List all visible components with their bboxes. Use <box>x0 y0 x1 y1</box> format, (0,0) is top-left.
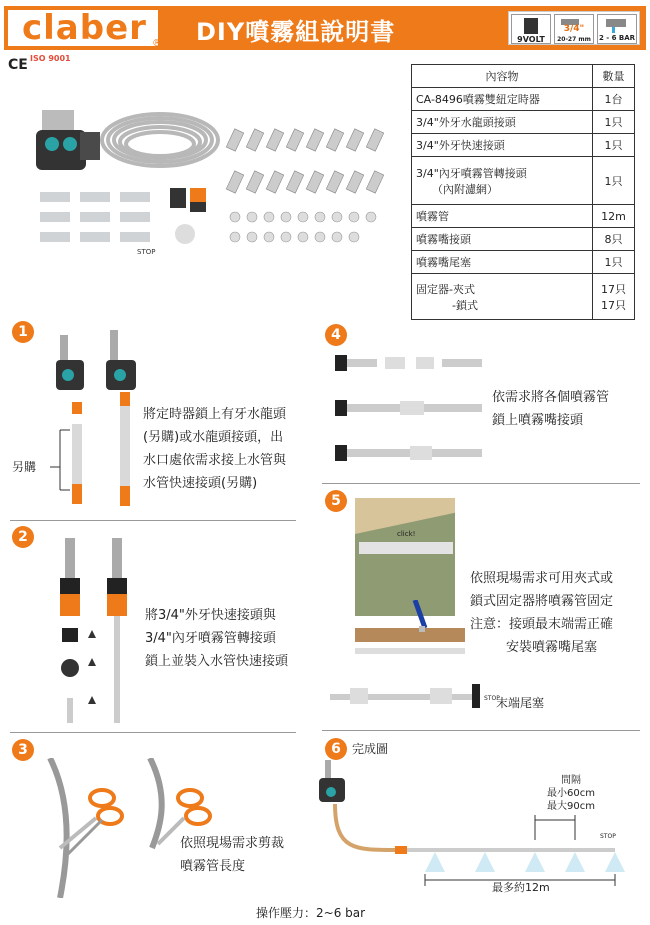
step-2-illustration <box>40 538 140 723</box>
ce-mark: CE <box>8 57 28 73</box>
clamp-fixers-image <box>226 129 384 193</box>
nozzle-connectors-image <box>40 192 150 242</box>
table-row: 3/4"外牙水龍頭接頭 1只 <box>412 111 635 134</box>
table-row: 噴霧管 12m <box>412 205 635 228</box>
operating-pressure: 操作壓力：2~6 bar <box>256 906 366 920</box>
header-qty: 數量 <box>593 65 635 88</box>
spec-icons <box>508 11 640 45</box>
table-header-row <box>412 65 635 88</box>
table-row: 3/4"外牙快速接頭 1只 <box>412 134 635 157</box>
step-5-screw-illustration <box>355 600 465 670</box>
step-2-text: 將3/4"外牙快速接頭與 3/4"內牙噴霧管轉接頭 鎖上並裝入水管快速接頭 <box>145 608 289 669</box>
step-4-number: 4 <box>325 324 347 346</box>
step-1-number: 1 <box>12 321 34 343</box>
step-1-text: 將定時器鎖上有牙水龍頭 (另購)或水龍頭接頭，出 水口處依需求接上水管與 水管快速接頭(另購) <box>143 407 287 491</box>
table-row: CA-8496噴霧雙紐定時器 1台 <box>412 88 635 111</box>
table-row: 3/4"內牙噴霧管轉接頭 （內附濾網） 1只 <box>412 157 635 205</box>
brand-logo <box>8 8 162 49</box>
click-label: click! <box>397 530 416 538</box>
coiled-tube-image <box>102 114 218 166</box>
step-5-text: 依照現場需求可用夾式或 鎖式固定器將噴霧管固定 注意：接頭最末端需正確 安裝噴霧嘴尾塞 <box>470 571 614 655</box>
step-6-number: 6 <box>325 738 347 760</box>
table-row: 噴霧嘴接頭 8只 <box>412 228 635 251</box>
step-5-number: 5 <box>325 490 347 512</box>
thread-size-icon: 3/4" 20-27 mm <box>554 14 594 44</box>
pressure-icon: 2 - 6 BAR <box>597 14 637 44</box>
step-1-illustration <box>20 330 150 515</box>
table-row: 噴霧嘴尾塞 1只 <box>412 251 635 274</box>
step-4-illustration <box>330 345 490 475</box>
stop-label: STOP <box>484 695 500 702</box>
stop-cap-label: STOP <box>137 248 156 256</box>
fittings-image <box>170 188 206 244</box>
divider <box>10 732 296 733</box>
divider <box>322 730 640 731</box>
step-6-title: 完成圖 <box>352 742 389 756</box>
step-6-complete-illustration <box>315 760 645 900</box>
timer-image <box>36 110 100 170</box>
step-2-number: 2 <box>12 526 34 548</box>
end-cap-label: 末端尾塞 <box>496 696 545 710</box>
contents-table <box>411 64 635 320</box>
step-1-side-label: 另購 <box>12 460 37 474</box>
divider <box>10 520 296 521</box>
iso-mark: ISO 9001 <box>30 54 71 63</box>
step-3-number: 3 <box>12 739 34 761</box>
step-4-text: 依需求將各個噴霧管 鎖上噴霧嘴接頭 <box>492 390 610 428</box>
stop-label: STOP <box>600 833 616 840</box>
screw-fixers-image <box>230 212 376 242</box>
header-item: 內容物 <box>412 65 593 88</box>
step-3-text: 依照現場需求剪裁 噴霧管長度 <box>180 836 285 874</box>
divider <box>322 483 640 484</box>
brand-logo-text: claber <box>22 8 147 48</box>
battery-icon: 9VOLT <box>511 14 551 44</box>
spacing-label: 間隔 最小60cm 最大90cm <box>547 775 595 812</box>
table-row: 固定器-夾式 -鎖式 17只 17只 <box>412 274 635 320</box>
step-5-photo <box>355 498 455 616</box>
kit-contents-illustration <box>30 92 410 267</box>
registered-mark: ® <box>152 38 162 49</box>
step-5-end-illustration <box>330 672 490 722</box>
max-length-label: 最多約12m <box>492 881 550 894</box>
page-title: DIY噴霧組說明書 <box>196 18 396 46</box>
